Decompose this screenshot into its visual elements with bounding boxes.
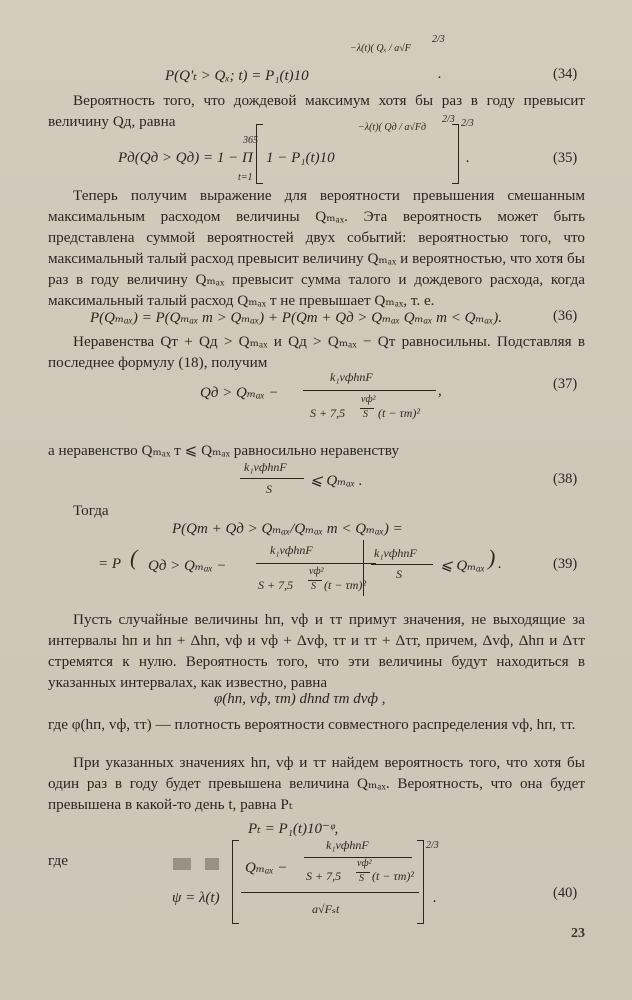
eq39-condition-bar — [363, 540, 364, 596]
eq39-cond-rhs: ⩽ Qₘₐₓ — [440, 558, 485, 574]
equation-density: φ(hп, vф, τт) dhпd τт dvф , — [214, 691, 386, 707]
eq40-bottom: a√Fₛt — [312, 902, 340, 916]
eq40-left-bracket — [232, 840, 239, 924]
eq40-numerator: k₁vфhпF — [326, 838, 369, 852]
eq40-main-fraction-bar — [241, 892, 419, 893]
eq34-end: . — [438, 66, 442, 82]
eq39-numerator: k₁vфhпF — [270, 543, 313, 557]
eq35-left-bracket — [256, 124, 263, 184]
eq39-inner-den: S — [311, 581, 316, 592]
print-smudge-2 — [205, 858, 219, 870]
equation-34 — [165, 66, 309, 85]
eq35-inside: 1 − P₁(t)10 — [266, 150, 335, 166]
eq39-den-tail: (t − τт)² — [324, 578, 366, 592]
eq34-exponent-power: 2/3 — [432, 34, 445, 45]
equation-pt: Pₜ = P₁(t)10⁻ᵠ, — [248, 821, 339, 837]
eq37-inner-num: vф² — [361, 394, 376, 405]
page-number: 23 — [571, 926, 585, 941]
paragraph-8: При указанных значениях hп, vф и τт найдем вероятность того, что хотя бы один раз в году будет превышена величина Qₘₐₓ. Вероятность, что она будет превышена в какой-то день t, равна Pₜ — [48, 754, 585, 813]
eq39-cond-bar — [371, 564, 433, 565]
paragraph-3: Неравенства Qт + Qд > Qₘₐₓ и Qд > Qₘₐₓ − Qт равносильны. Подставляя в последнее формулу (18), получим — [48, 333, 585, 371]
eq40-number: (40) — [553, 885, 578, 901]
eq38-rhs: ⩽ Qₘₐₓ . — [310, 473, 363, 489]
eq39-end: . — [498, 556, 502, 572]
eq36-number: (36) — [553, 308, 578, 324]
eq35-prod-bottom: t=1 — [238, 172, 253, 183]
eq37-den: S + 7,5 — [310, 406, 346, 420]
eq39-close-paren: ) — [488, 545, 496, 570]
paragraph-6: Пусть случайные величины hп, vф и τт примут значения, не выходящие за интервалы hп и hп + Δhп, vф и vф + Δvф, τт и τт + Δτт, причем, Δvф, Δhп и Δτт стремятся к нулю. Вероятность того, что эти величины будут находиться в указанных интервалах, как известно, равна — [48, 611, 585, 691]
eq40-den-tail: (t − τт)² — [372, 869, 414, 883]
paragraph-2: Теперь получим выражение для вероятности превышения смешанным максимальным расходом величины Qₘₐₓ. Эта вероятность может быть представлена суммой вероятностей двух событий: вероятностью того, что максимальный талый расход превысит величину Qₘₐₓ и вероятностью, что хотя бы раз в году величину Qₘₐₓ превысит сумма талого и дождевого расхода, когда максимальный талый расход Qₘₐₓ т не превышает Qₘₐₓ, т. е. — [48, 187, 585, 309]
eq37-inner-den: S — [363, 409, 368, 420]
eq35-prod-top: 365 — [243, 135, 258, 146]
eq34-exponent: −λ(t)( Qₓ / a√F — [350, 43, 411, 54]
paragraph-7: где φ(hп, vф, τт) — плотность вероятности совместного распределения vф, hп, τт. — [48, 716, 576, 733]
eq39-number: (39) — [553, 556, 578, 572]
eq39-open-paren: ( — [130, 545, 138, 570]
print-smudge — [173, 858, 191, 870]
paragraph-5: Тогда — [73, 502, 109, 519]
eq37-lhs: Qд > Qₘₐₓ − — [200, 385, 279, 401]
eq40-top-lhs: Qₘₐₓ − — [245, 860, 288, 876]
eq39-line2-start: = P — [98, 556, 122, 572]
eq40-power: 2/3 — [426, 840, 439, 851]
eq39-den: S + 7,5 — [258, 578, 294, 592]
eq40-inner-num: vф² — [357, 858, 372, 869]
eq40-end: . — [433, 890, 437, 906]
eq37-number: (37) — [553, 376, 578, 392]
eq35-number: (35) — [553, 150, 578, 166]
paragraph-4: а неравенство Qₘₐₓ т ⩽ Qₘₐₓ равносильно неравенству — [48, 442, 400, 459]
eq35-lhs: Pд(Qд > Qд) = 1 − Π — [118, 150, 253, 166]
eq35-exponent: −λ(t)( Qд / a√Fд — [358, 122, 427, 133]
eq40-den: S + 7,5 — [306, 869, 342, 883]
eq37-numerator: k₁vфhпF — [330, 370, 373, 384]
eq38-number: (38) — [553, 471, 578, 487]
eq39-cond-num: k₁vфhпF — [374, 546, 417, 560]
eq37-fraction-bar — [303, 390, 436, 391]
eq35-right-bracket — [452, 124, 459, 184]
paragraph-1: Вероятность того, что дождевой максимум хотя бы раз в году превысит величину Qд, равна — [48, 92, 585, 130]
paragraph-9: где — [48, 852, 68, 869]
eq37-end: , — [438, 383, 442, 399]
eq35-outer-power: 2/3 — [461, 118, 474, 129]
eq40-right-bracket — [417, 840, 424, 924]
eq37-den-tail: (t − τт)² — [378, 406, 420, 420]
eq39-line1: P(Qт + Qд > Qₘₐₓ/Qₘₐₓ т < Qₘₐₓ) = — [172, 521, 403, 537]
eq38-numerator: k₁vфhпF — [244, 460, 287, 474]
eq38-fraction-bar — [240, 478, 304, 479]
eq40-inner-den: S — [359, 873, 364, 884]
eq35-end: . — [466, 150, 470, 166]
eq34-number: (34) — [553, 66, 578, 82]
equation-36: P(Qₘₐₓ) = P(Qₘₐₓ т > Qₘₐₓ) + P(Qт + Qд > Qₘₐₓ Qₘₐₓ т < Qₘₐₓ). — [90, 310, 503, 326]
eq34-lhs: P(Q'ₜ > Qₓ; t) = P₁(t)10 — [165, 68, 309, 84]
eq39-inner-num: vф² — [309, 566, 324, 577]
eq35-exponent-power: 2/3 — [442, 114, 455, 125]
eq39-fraction-bar — [256, 563, 376, 564]
eq38-denominator: S — [266, 482, 272, 496]
eq39-lhs: Qд > Qₘₐₓ − — [148, 558, 227, 574]
eq39-cond-den: S — [396, 567, 402, 581]
eq40-lhs: ψ = λ(t) — [172, 890, 220, 906]
